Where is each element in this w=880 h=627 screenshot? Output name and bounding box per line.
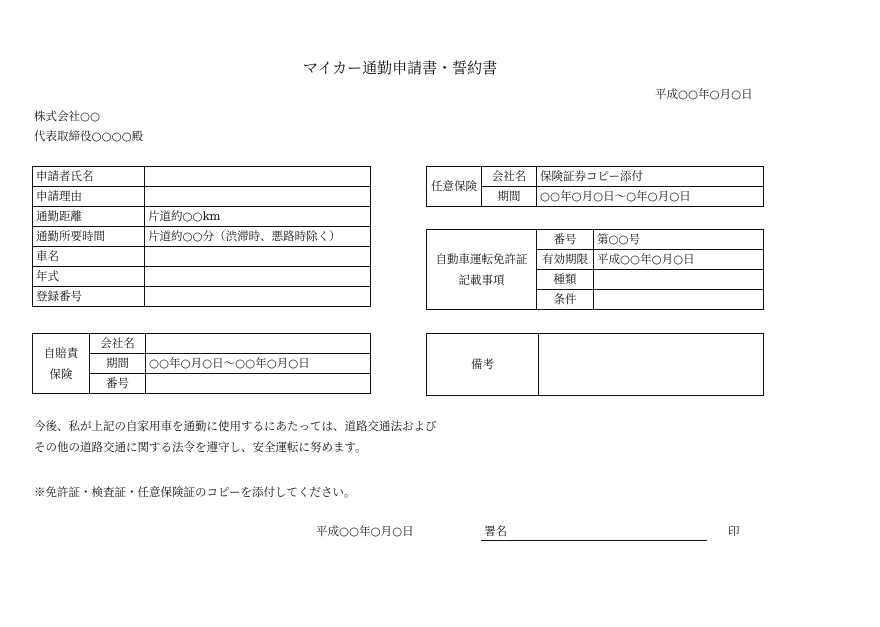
commute-time-label: 通勤所要時間: [33, 227, 145, 247]
insurance-period-label: 期間: [482, 187, 537, 207]
optional-insurance-table: [426, 166, 764, 207]
compulsory-insurance-header-line2: 保険: [49, 366, 73, 381]
license-conditions-field[interactable]: [594, 290, 764, 310]
license-header-line1: 自動車運転免許証: [435, 251, 528, 266]
table-row: [33, 207, 371, 227]
submission-date: 平成○○年○月○日: [655, 87, 753, 101]
compulsory-company-field[interactable]: [146, 334, 371, 354]
pledge-statement-line2: その他の道路交通に関する法令を遵守し、安全運転に努めます。: [34, 440, 367, 454]
addressee-representative: 代表取締役○○○○殿: [34, 129, 144, 143]
license-number-label: 番号: [537, 230, 594, 250]
table-row: [427, 230, 764, 250]
remarks-label: 備考: [427, 334, 539, 396]
seal-label: 印: [728, 524, 740, 538]
table-row: [33, 334, 371, 354]
license-number-field[interactable]: 第○○号: [594, 230, 764, 250]
applicant-name-field[interactable]: [145, 167, 371, 187]
table-row: [33, 247, 371, 267]
table-row: [33, 287, 371, 307]
remarks-field[interactable]: [539, 334, 764, 396]
car-name-field[interactable]: [145, 247, 371, 267]
compulsory-period-label: 期間: [90, 354, 146, 374]
license-expiry-field[interactable]: 平成○○年○月○日: [594, 250, 764, 270]
model-year-label: 年式: [33, 267, 145, 287]
license-type-label: 種類: [537, 270, 594, 290]
insurance-company-label: 会社名: [482, 167, 537, 187]
registration-number-label: 登録番号: [33, 287, 145, 307]
compulsory-company-label: 会社名: [90, 334, 146, 354]
compulsory-number-label: 番号: [90, 374, 146, 394]
table-row: [427, 334, 764, 396]
commute-time-field[interactable]: 片道約○○分（渋滞時、悪路時除く）: [145, 227, 371, 247]
application-reason-field[interactable]: [145, 187, 371, 207]
applicant-table: [32, 166, 371, 307]
license-header-line2: 記載事項: [458, 272, 505, 287]
table-row: [427, 167, 764, 187]
compulsory-insurance-header: [33, 334, 90, 394]
signature-label: 署名: [484, 524, 507, 538]
addressee-company: 株式会社○○: [34, 109, 101, 123]
compulsory-insurance-header-line1: 自賠責: [43, 345, 79, 360]
table-row: [33, 267, 371, 287]
optional-insurance-header: 任意保険: [427, 167, 482, 207]
registration-number-field[interactable]: [145, 287, 371, 307]
license-conditions-label: 条件: [537, 290, 594, 310]
document-title: マイカー通勤申請書・誓約書: [302, 59, 498, 77]
license-table: [426, 229, 764, 310]
application-reason-label: 申請理由: [33, 187, 145, 207]
pledge-statement-line1: 今後、私が上記の自家用車を通勤に使用するにあたっては、道路交通法および: [34, 419, 437, 433]
license-type-field[interactable]: [594, 270, 764, 290]
compulsory-number-field[interactable]: [146, 374, 371, 394]
compulsory-insurance-table: [32, 333, 371, 394]
car-name-label: 車名: [33, 247, 145, 267]
table-row: [33, 187, 371, 207]
insurance-company-field[interactable]: 保険証券コピー添付: [537, 167, 764, 187]
remarks-table: [426, 333, 764, 396]
commute-distance-label: 通勤距離: [33, 207, 145, 227]
compulsory-period-field[interactable]: ○○年○月○日～○○年○月○日: [146, 354, 371, 374]
table-row: [33, 167, 371, 187]
license-header: [427, 230, 537, 310]
table-row: [33, 227, 371, 247]
attachment-note: ※免許証・検査証・任意保険証のコピーを添付してください。: [34, 485, 356, 499]
signature-date: 平成○○年○月○日: [316, 524, 414, 538]
applicant-name-label: 申請者氏名: [33, 167, 145, 187]
commute-distance-field[interactable]: 片道約○○km: [145, 207, 371, 227]
license-expiry-label: 有効期限: [537, 250, 594, 270]
insurance-period-field[interactable]: ○○年○月○日～○年○月○日: [537, 187, 764, 207]
model-year-field[interactable]: [145, 267, 371, 287]
signature-line[interactable]: [481, 540, 707, 541]
